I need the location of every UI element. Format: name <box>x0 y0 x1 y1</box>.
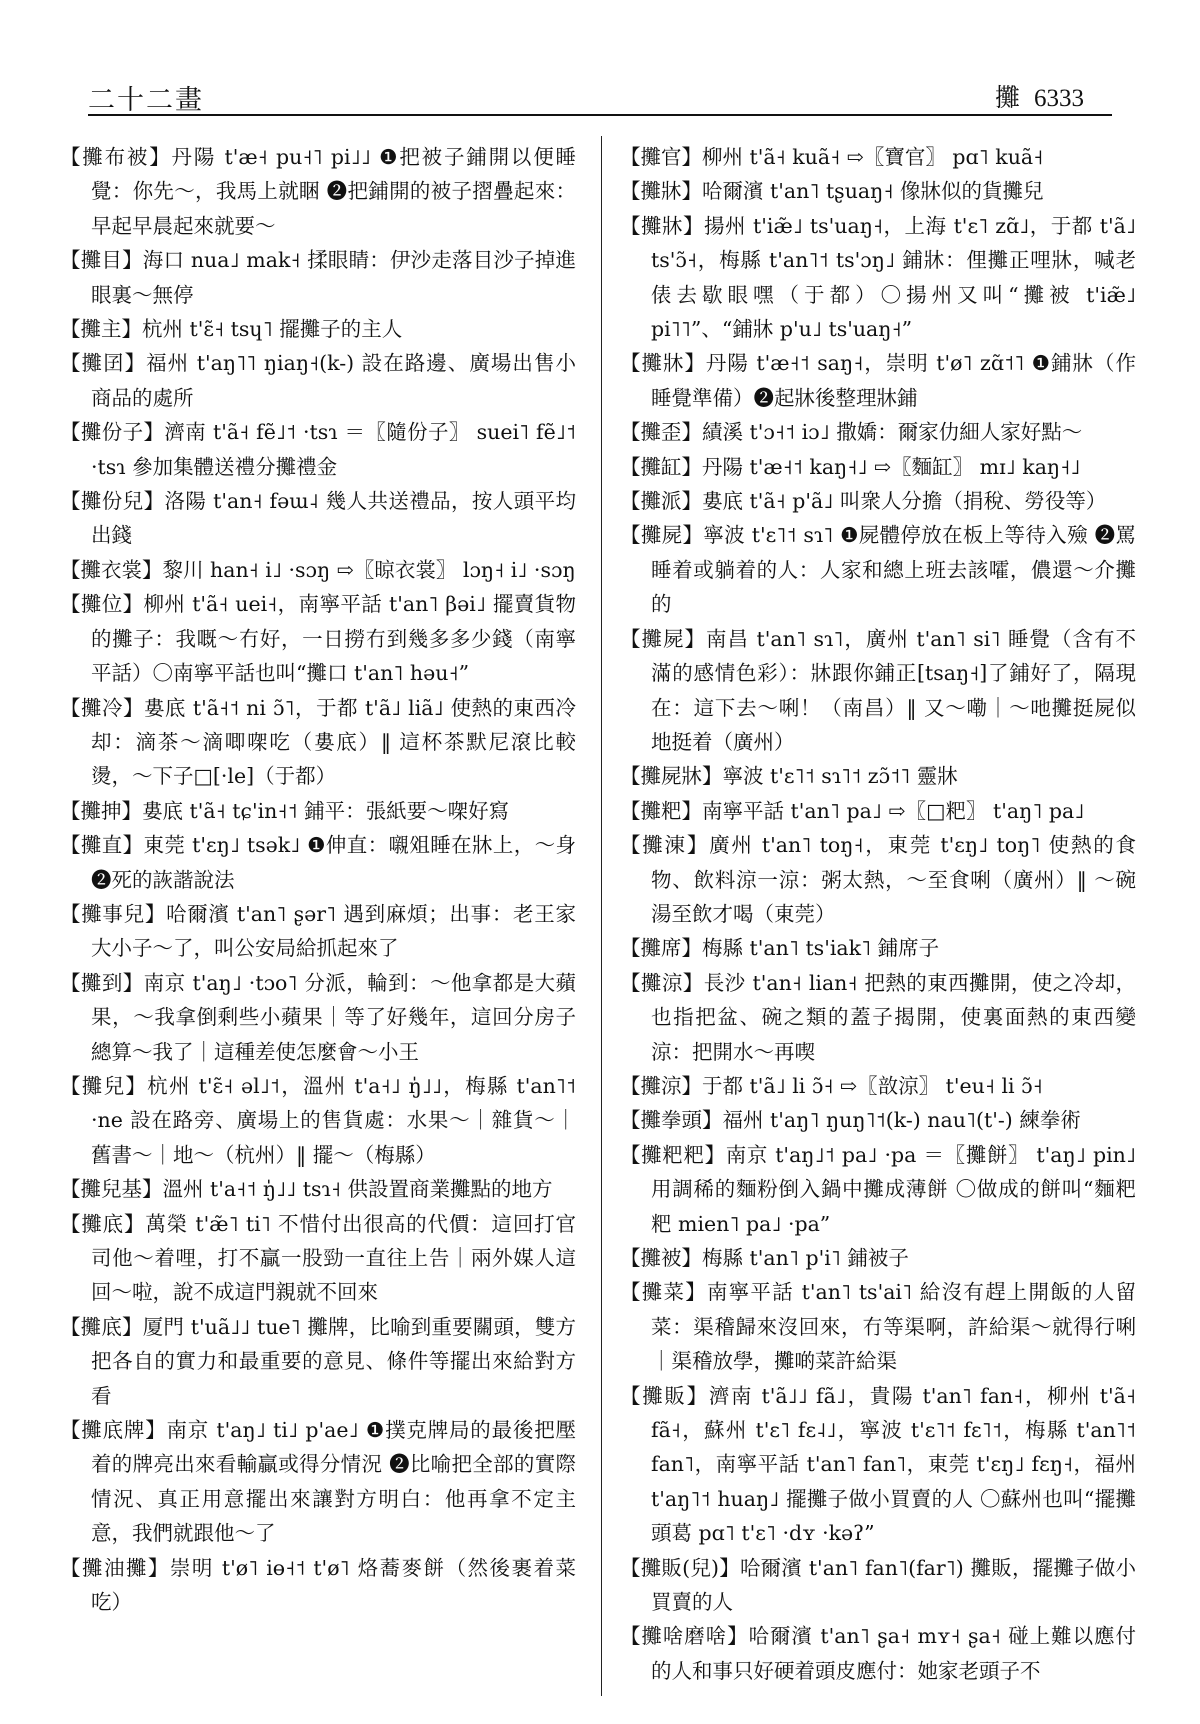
dictionary-entry: 【攤底】厦門 t'uã˩˩ tue˥ 攤牌，比喻到重要關頭，雙方把各自的實力和最重要的意見、條件等擺出來給對方看 <box>60 1314 576 1408</box>
dictionary-entry: 【攤底牌】南京 t'aŋ˩ ti˩ p'ae˩ ❶撲克牌局的最後把壓着的牌亮出來看輸贏或得分情況 ❷比喻把全部的實際情況、真正用意擺出來讓對方明白：他再拿不定主意，我們就跟他～了 <box>60 1418 576 1546</box>
dictionary-entry: 【攤兒基】溫州 t'a˧˦ ŋ̍˩˩ tsɿ˧ 供設置商業攤點的地方 <box>60 1177 553 1202</box>
dictionary-entry: 【攤到】南京 t'aŋ˩ ·tɔo˥ 分派，輪到：～他拿都是大蘋果，～我拿倒剩些小蘋果｜等了好幾年，這回分房子總算～我了｜這種差使怎麼會～小王 <box>60 970 576 1064</box>
dictionary-entry: 【攤底】萬榮 t'æ̃˥ ti˥ 不惜付出很高的代價：這回打官司他～着哩，打不贏一股勁一直往上告｜兩外媒人這回～啦，說不成這門親就不回來 <box>60 1211 576 1305</box>
left-column <box>60 140 576 1700</box>
dictionary-entry: 【攤涼】于都 t'ã˩ li ɔ̃˧ ⇨〖敨涼〗 t'eu˧ li ɔ̃˧ <box>620 1073 1043 1098</box>
column-divider <box>601 136 602 1696</box>
dictionary-entry: 【攤牀】哈爾濱 t'an˥ tʂuaŋ˧ 像牀似的貨攤兒 <box>620 179 1044 204</box>
dictionary-entry: 【攤歪】績溪 t'ɔ˧˦ iɔ˩ 撒嬌：爾家仂細人家好點～ <box>620 420 1083 445</box>
dictionary-entry: 【攤主】杭州 t'ɛ̃˧ tsɥ˥ 擺攤子的主人 <box>60 317 403 342</box>
dictionary-entry: 【攤屍牀】寧波 t'ɛ˥˦ sɿ˥˦ zɔ̃˦˥ 靈牀 <box>620 764 958 789</box>
dictionary-entry: 【攤位】柳州 t'ã˧ uei˧，南寧平話 t'an˥ βəi˩ 擺賣貨物的攤子：我嘅～冇好，一日撈冇到幾多多少錢（南寧平話）〇南寧平話也叫“攤口 t'an˥ həu˧” <box>60 592 576 686</box>
dictionary-entry: 【攤菜】南寧平話 t'an˥ ts'ai˥ 給沒有趕上開飯的人留菜：渠稽歸來沒回來，冇等渠啊，許給渠～就得行唎｜渠稽放學，攤啲菜許給渠 <box>620 1280 1136 1374</box>
right-column <box>620 140 1136 1700</box>
dictionary-entry: 【攤販】濟南 t'ã˩˩ fã˩，貴陽 t'an˥ fan˧，柳州 t'ã˧ fã˧，蘇州 t'ɛ˥ fɛ˨˩，寧波 t'ɛ˥˦ fɛ˥˦，梅縣 t'an˥˦ fan˥，南寧平話 t'an˥ fan˥，東莞 t'ɛŋ˩ fɛŋ˧，福州 t'aŋ˥˦ huaŋ˩ 擺攤子做小買賣的人 〇蘇州也叫“擺攤頭葛 pɑ˥ t'ɛ˥ ·dʏ ·kəʔ” <box>620 1383 1136 1546</box>
head-character: 攤 <box>994 83 1020 112</box>
dictionary-entry: 【攤涼】長沙 t'an˧ lian˧ 把熱的東西攤開，使之冷却，也指把盆、碗之類的蓋子揭開，使裏面熱的東西變涼：把開水～再喫 <box>620 970 1136 1064</box>
dictionary-entry: 【攤啥磨啥】哈爾濱 t'an˥ ʂa˧ mʏ˧ ʂa˧ 碰上難以應付的人和事只好硬着頭皮應付：她家老頭子不 <box>620 1624 1136 1683</box>
dictionary-entry: 【攤屍】南昌 t'an˥ sɿ˥，廣州 t'an˥ si˥ 睡覺（含有不滿的感情色彩）：牀跟你鋪正[tsaŋ˧]了鋪好了，隔現在：這下去～唎！（南昌）‖ 又～嘞｜～吔攤挺屍似地挺着（廣州） <box>620 626 1136 754</box>
dictionary-entry: 【攤拳頭】福州 t'aŋ˥ ŋuŋ˥˦(k-) nau˥(t'-) 練拳術 <box>620 1108 1081 1133</box>
dictionary-entry: 【攤粑】南寧平話 t'an˥ pa˩ ⇨〖□粑〗 t'aŋ˥ pa˩ <box>620 798 1085 823</box>
page-number: 6333 <box>1034 85 1084 112</box>
dictionary-entry: 【攤直】東莞 t'ɛŋ˩ tsək˩ ❶伸直：嚫㸖睡在牀上，～身 ❷死的詼諧說法 <box>60 833 576 892</box>
page-heading-right <box>995 78 1084 114</box>
page-header <box>88 74 1112 116</box>
dictionary-entry: 【攤兒】杭州 t'ɛ̃˧ əl˩˦，溫州 t'a˧˩ ŋ̍˩˩，梅縣 t'an˥˦ ·ne 設在路旁、廣場上的售貨處：水果～｜雜貨～｜舊書～｜地～（杭州）‖ 擺～（梅縣） <box>60 1073 576 1167</box>
dictionary-entry: 【攤份子】濟南 t'ã˧ fẽ˩˦ ·tsɿ ＝〖隨份子〗 suei˥ fẽ˩˦ ·tsɿ 參加集體送禮分攤禮金 <box>60 420 576 479</box>
dictionary-entry: 【攤粑粑】南京 t'aŋ˩˦ pa˩ ·pa ＝〖攤餅〗 t'aŋ˩ pin˩ 用調稀的麵粉倒入鍋中攤成薄餅 〇做成的餅叫“麵粑粑 mien˥ pa˩ ·pa” <box>620 1142 1136 1236</box>
dictionary-entry: 【攤牀】揚州 t'iæ̃˩ ts'uaŋ˧，上海 t'ɛ˥ zɑ̃˩，于都 t'ã˩ ts'ɔ̃˧，梅縣 t'an˥˦ ts'ɔŋ˩ 鋪牀：俚攤正哩牀，喊老俵去歇眼嘿（于都）〇揚州又叫“攤被 t'iæ̃˩ pi˥˥”、“鋪牀 p'u˩ ts'uaŋ˧” <box>620 213 1136 342</box>
dictionary-entry: 【攤牀】丹陽 t'æ˧˦ saŋ˧，崇明 t'ø˥ zɑ̃˦˥ ❶鋪牀（作睡覺準備）❷起牀後整理牀鋪 <box>620 351 1136 410</box>
dictionary-entry: 【攤份兒】洛陽 t'an˧ fəɯ˨ 幾人共送禮品，按人頭平均出錢 <box>60 489 576 548</box>
dictionary-entry: 【攤被】梅縣 t'an˥ p'i˥ 鋪被子 <box>620 1246 909 1270</box>
dictionary-entry: 【攤衣裳】黎川 han˧ i˩ ·sɔŋ ⇨〖晾衣裳〗 lɔŋ˧ i˩ ·sɔŋ <box>60 557 576 582</box>
dictionary-entry: 【攤涷】廣州 t'an˥ toŋ˧，東莞 t'ɛŋ˩ toŋ˥ 使熱的食物、飲料涼一涼：粥太熱，～至食唎（廣州）‖ ～碗湯至飲才喝（東莞） <box>620 833 1136 926</box>
dictionary-entry: 【攤目】海口 nua˩ mak˧ 揉眼睛：伊沙走落目沙子掉進眼裏～無停 <box>60 248 576 307</box>
dictionary-entry: 【攤事兒】哈爾濱 t'an˥ ʂər˥ 遇到麻煩；出事：老王家大小子～了，叫公安局給抓起來了 <box>60 901 576 961</box>
dictionary-entry: 【攤屍】寧波 t'ɛ˥˦ sɿ˥ ❶屍體停放在板上等待入殮 ❷罵睡着或躺着的人：人家和總上班去該嚯，儂還～介攤的 <box>620 523 1136 617</box>
dictionary-entry: 【攤油攤】崇明 t'ø˥ iɵ˧˦ t'ø˥ 烙蕎麥餅（然後裹着菜吃） <box>60 1555 576 1615</box>
dictionary-entry: 【攤布被】丹陽 t'æ˧ pu˧˥ pi˩˩ ❶把被子鋪開以便睡覺：你先～，我馬上就睏 ❷把鋪開的被子摺疊起來：早起早晨起來就要～ <box>60 145 576 238</box>
dictionary-entry: 【攤抻】婁底 t'ã˧ tɕ'in˧˦ 鋪平：張紙要～㗎好寫 <box>60 798 510 823</box>
dictionary-entry: 【攤官】柳州 t'ã˧ kuã˧ ⇨〖寶官〗 pɑ˥ kuã˧ <box>620 145 1044 169</box>
dictionary-entry: 【攤囝】福州 t'aŋ˥˥ ŋiaŋ˧(k-) 設在路邊、廣場出售小商品的處所 <box>60 351 576 410</box>
dictionary-entry: 【攤派】婁底 t'ã˧ p'ã˩ 叫衆人分擔（捐稅、勞役等） <box>620 489 1107 514</box>
dictionary-entry: 【攤缸】丹陽 t'æ˧˦ kaŋ˧˩ ⇨〖麵缸〗 mɪ˩ kaŋ˧˩ <box>620 454 1081 479</box>
dictionary-entry: 【攤席】梅縣 t'an˥ ts'iak˥ 鋪席子 <box>620 936 940 961</box>
dictionary-entry: 【攤販(兒)】哈爾濱 t'an˥ fan˥(far˥) 攤販，擺攤子做小買賣的人 <box>620 1555 1136 1615</box>
section-heading: 二十二畫 <box>88 85 204 116</box>
dictionary-entry: 【攤冷】婁底 t'ã˧˦ ni ɔ̃˥，于都 t'ã˩ liã˩ 使熱的東西冷却：滴茶～滴唧㗎吃（婁底）‖ 這杯茶默尼滾比較燙，～下子□[·le]（于都） <box>60 695 576 789</box>
